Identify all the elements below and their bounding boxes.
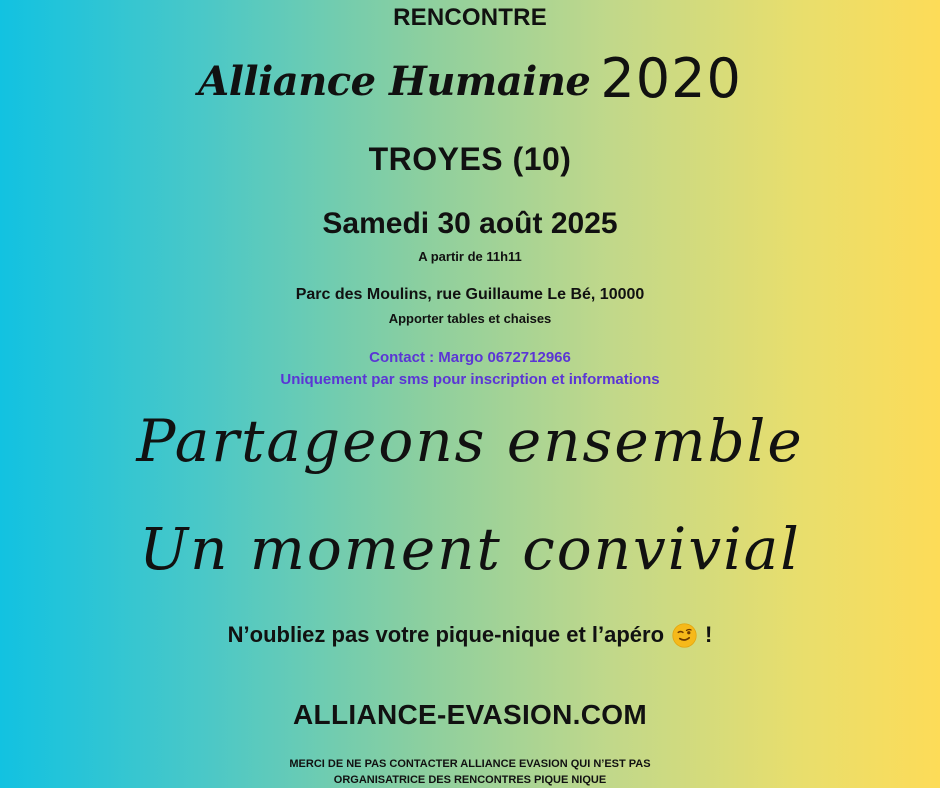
script-headline-2: Un moment convivial xyxy=(139,515,801,583)
event-heading: RENCONTRE xyxy=(393,4,547,31)
disclaimer-line-2: ORGANISATRICE DES RENCONTRES PIQUE NIQUE xyxy=(333,774,607,786)
picnic-reminder-suffix: ! xyxy=(705,622,713,647)
wink-emoji-icon xyxy=(672,623,697,648)
event-start-time: A partir de 11h11 xyxy=(418,249,522,264)
website-link[interactable]: ALLIANCE-EVASION.COM xyxy=(293,699,647,730)
picnic-reminder xyxy=(0,622,940,648)
event-title xyxy=(0,38,940,110)
event-address: Parc des Moulins, rue Guillaume Le Bé, 10000 xyxy=(295,286,645,303)
event-date: Samedi 30 août 2025 xyxy=(322,207,618,240)
event-title-script: Alliance Humaine xyxy=(198,58,591,105)
contact-instructions: Uniquement par sms pour inscription et informations xyxy=(280,371,660,388)
event-note: Apporter tables et chaises xyxy=(388,311,552,326)
script-headline-1: Partageons ensemble xyxy=(136,407,804,475)
event-city: TROYES (10) xyxy=(368,141,572,177)
disclaimer-line-1: MERCI DE NE PAS CONTACTER ALLIANCE EVASION QUI N’EST PAS xyxy=(289,758,651,770)
disclaimer-text xyxy=(0,756,940,788)
picnic-reminder-text: N’oubliez pas votre pique-nique et l’apéro xyxy=(227,622,665,647)
event-title-year: 2020 xyxy=(600,47,742,110)
contact-info: Contact : Margo 0672712966 xyxy=(369,349,571,366)
